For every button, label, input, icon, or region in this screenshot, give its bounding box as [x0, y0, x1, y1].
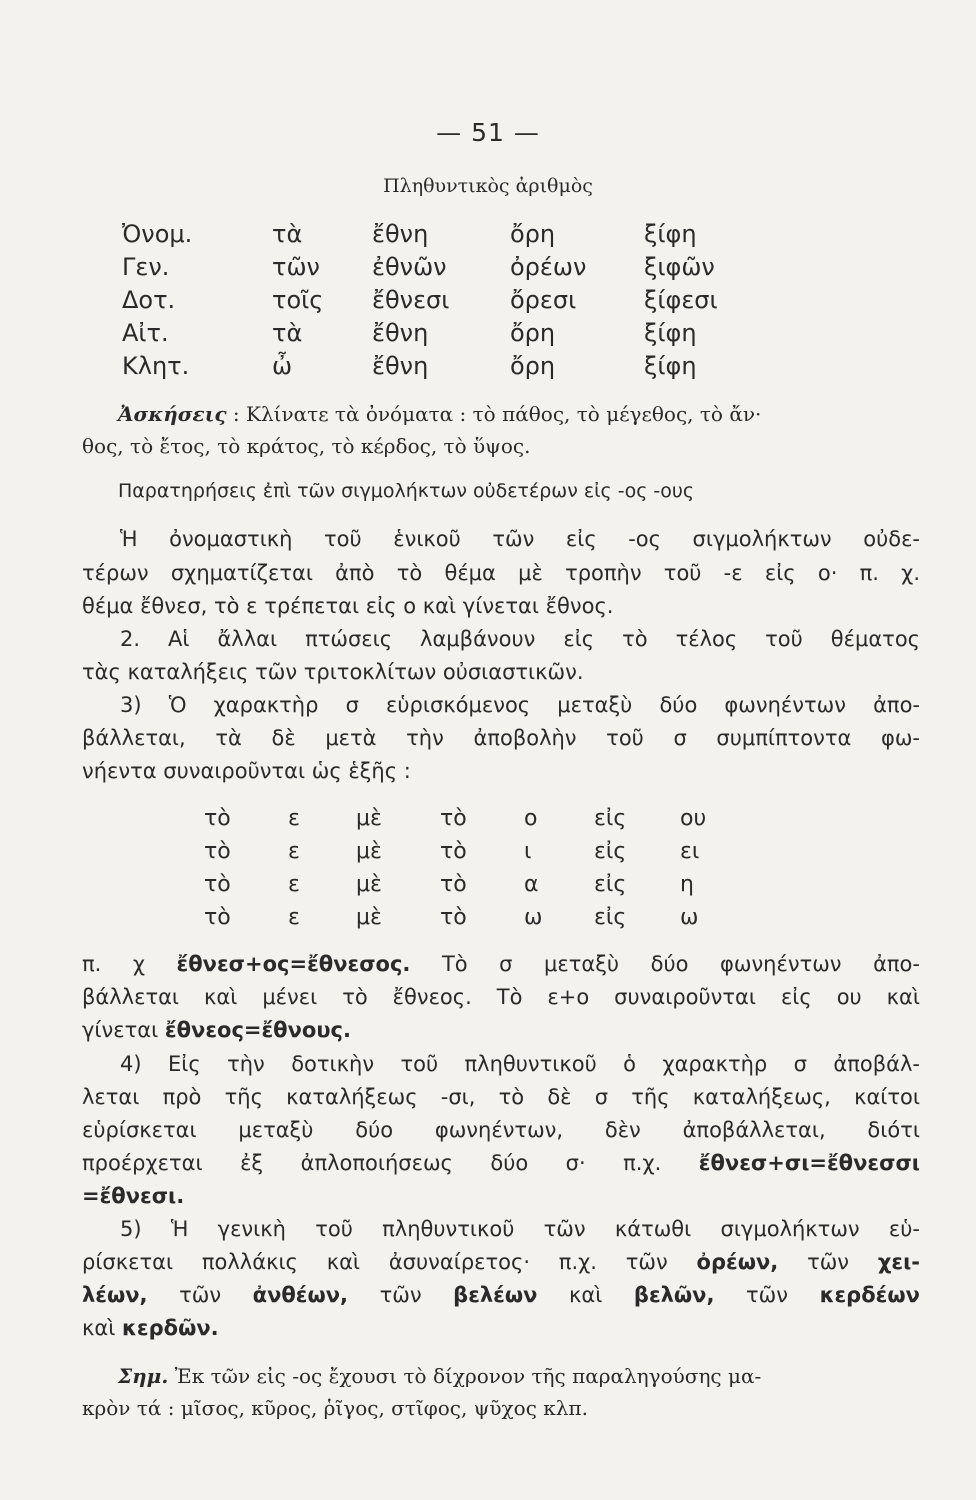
- cell: ου: [680, 806, 707, 831]
- cell: τὸ: [204, 839, 231, 864]
- declension-row: [0, 319, 976, 353]
- text-line: [82, 1250, 920, 1274]
- form: ξίφεσι: [644, 286, 718, 314]
- form: ξιφῶν: [644, 253, 715, 281]
- text-line: [82, 1283, 920, 1307]
- cell: εἰς: [594, 872, 627, 897]
- cell: ι: [524, 839, 532, 864]
- text-line: 3) Ὁ χαρακτὴρ σ εὑρισκόμενος μεταξὺ δύο φωνηέντων ἀπο-: [120, 693, 920, 717]
- word: κερδῶν.: [122, 1316, 219, 1340]
- cell: ε: [288, 872, 300, 897]
- cell: εἰς: [594, 839, 627, 864]
- article: ὦ: [272, 352, 293, 380]
- page-number: — 51 —: [436, 118, 540, 147]
- case-label: Δοτ.: [122, 286, 176, 314]
- text-line: λεται πρὸ τῆς καταλήξεως -σι, τὸ δὲ σ τῆς καταλήξεως, καίτοι: [82, 1085, 920, 1109]
- article: τὰ: [272, 220, 303, 248]
- form: ἔθνεσι: [372, 286, 450, 314]
- cell: α: [524, 872, 539, 897]
- example-prefix: π. χ: [82, 952, 145, 976]
- case-label: Γεν.: [122, 253, 170, 281]
- text-line: βάλλεται καὶ μένει τὸ ἔθνεος. Τὸ ε+ο συναιροῦνται εἰς ου καὶ: [82, 985, 920, 1009]
- article: τοῖς: [272, 286, 324, 314]
- form: ὄρη: [510, 352, 556, 380]
- exercise-label: Ἀσκήσεις: [118, 402, 227, 426]
- declension-row: [0, 220, 976, 254]
- form: ξίφη: [644, 220, 697, 248]
- cell: ε: [288, 905, 300, 930]
- text-line: Ἡ ὀνομαστικὴ τοῦ ἑνικοῦ τῶν εἰς -ος σιγμολήκτων οὐδε-: [120, 527, 920, 551]
- text-line: θέμα ἔθνεσ, τὸ ε τρέπεται εἰς ο καὶ γίνεται ἔθνος.: [82, 594, 614, 618]
- word: ὀρέων,: [696, 1250, 779, 1274]
- text-line: [82, 952, 920, 976]
- article: τὰ: [272, 319, 303, 347]
- text: γίνεται: [82, 1018, 159, 1042]
- text-line: 4) Εἰς τὴν δοτικὴν τοῦ πληθυντικοῦ ὁ χαρακτὴρ σ ἀποβάλ-: [120, 1052, 920, 1076]
- cell: ω: [524, 905, 543, 930]
- contraction-row: [0, 839, 976, 873]
- text: καὶ: [82, 1316, 116, 1340]
- text: Τὸ σ μεταξὺ δύο φωνηέντων ἀπο-: [441, 952, 920, 976]
- word: βελῶν,: [633, 1283, 715, 1307]
- cell: τὸ: [204, 872, 231, 897]
- cell: τὸ: [440, 839, 467, 864]
- cell: εἰς: [594, 806, 627, 831]
- text: ρίσκεται πολλάκις καὶ ἀσυναίρετος· π.χ. τῶν: [82, 1250, 668, 1274]
- text: τῶν: [746, 1283, 788, 1307]
- exercise-line: [118, 402, 958, 426]
- text-line: νήεντα συναιροῦνται ὡς ἑξῆς :: [82, 759, 411, 783]
- case-label: Αἰτ.: [122, 319, 169, 347]
- exercise-text: : Κλίνατε τὰ ὀνόματα : τὸ πάθος, τὸ μέγεθος, τὸ ἄν·: [232, 402, 762, 426]
- form: ἔθνη: [372, 220, 429, 248]
- text-line: [82, 1316, 920, 1340]
- word: ἀνθέων,: [252, 1283, 349, 1307]
- cell: ω: [680, 905, 699, 930]
- text-line: =ἔθνεσι.: [82, 1184, 185, 1208]
- cell: μὲ: [356, 806, 382, 831]
- formula: ἔθνεσ+ος=ἔθνεσος.: [176, 952, 411, 976]
- declension-row: [0, 286, 976, 320]
- note-line: κρὸν τά : μῖσος, κῦρος, ῥῖγος, στῖφος, ψῦχος κλπ.: [82, 1396, 588, 1420]
- word: λέων,: [82, 1283, 148, 1307]
- text: τῶν: [807, 1250, 850, 1274]
- contraction-row: [0, 806, 976, 840]
- text-line: τέρων σχηματίζεται ἀπὸ τὸ θέμα μὲ τροπὴν τοῦ -ε εἰς ο· π. χ.: [82, 561, 920, 585]
- contraction-row: [0, 872, 976, 906]
- text: καὶ: [569, 1283, 603, 1307]
- text-line: βάλλεται, τὰ δὲ μετὰ τὴν ἀποβολὴν τοῦ σ συμπίπτοντα φω-: [82, 726, 920, 750]
- formula: ἔθνεος=ἔθνους.: [164, 1018, 351, 1042]
- contraction-row: [0, 905, 976, 939]
- cell: τὸ: [440, 872, 467, 897]
- form: ἐθνῶν: [372, 253, 447, 281]
- case-label: Κλητ.: [122, 352, 190, 380]
- form: ἔθνη: [372, 319, 429, 347]
- cell: η: [680, 872, 694, 897]
- text-line: [82, 1151, 920, 1175]
- cell: μὲ: [356, 839, 382, 864]
- cell: μὲ: [356, 872, 382, 897]
- text-line: εὑρίσκεται μεταξὺ δύο φωνηέντων, δὲν ἀποβάλλεται, διότι: [82, 1118, 920, 1142]
- cell: ο: [524, 806, 538, 831]
- cell: τὸ: [440, 806, 467, 831]
- formula: ἔθνεσ+σι=ἔθνεσσι: [698, 1151, 920, 1175]
- word: χει-: [877, 1250, 920, 1274]
- declension-row: [0, 253, 976, 287]
- section-subtitle: Πληθυντικὸς ἀριθμὸς: [383, 175, 593, 197]
- form: ξίφη: [644, 352, 697, 380]
- text: προέρχεται ἐξ ἀπλοποιήσεως δύο σ· π.χ.: [82, 1151, 662, 1175]
- text-line: [82, 1018, 920, 1042]
- cell: μὲ: [356, 905, 382, 930]
- text-line: τὰς καταλήξεις τῶν τριτοκλίτων οὐσιαστικῶν.: [82, 660, 584, 684]
- word: βελέων: [453, 1283, 538, 1307]
- word: κερδέων: [819, 1283, 920, 1307]
- article: τῶν: [272, 253, 320, 281]
- form: ὀρέων: [510, 253, 587, 281]
- cell: ε: [288, 839, 300, 864]
- cell: τὸ: [440, 905, 467, 930]
- declension-row: [0, 352, 976, 386]
- note-line: [118, 1364, 958, 1388]
- form: ὄρη: [510, 319, 556, 347]
- cell: τὸ: [204, 806, 231, 831]
- form: ξίφη: [644, 319, 697, 347]
- cell: ε: [288, 806, 300, 831]
- note-text: Ἐκ τῶν εἰς -ος ἔχουσι τὸ δίχρονον τῆς παραληγούσης μα-: [174, 1364, 762, 1388]
- cell: εἰς: [594, 905, 627, 930]
- text: τῶν: [179, 1283, 222, 1307]
- text: τῶν: [379, 1283, 422, 1307]
- cell: τὸ: [204, 905, 231, 930]
- exercise-line: θος, τὸ ἔτος, τὸ κράτος, τὸ κέρδος, τὸ ὕψος.: [82, 434, 531, 458]
- section-heading: Παρατηρήσεις ἐπὶ τῶν σιγμολήκτων οὐδετέρων εἰς -ος -ους: [118, 480, 695, 502]
- form: ἔθνη: [372, 352, 429, 380]
- case-label: Ὀνομ.: [122, 220, 193, 248]
- cell: ει: [680, 839, 700, 864]
- text-line: 5) Ἡ γενικὴ τοῦ πληθυντικοῦ τῶν κάτωθι σιγμολήκτων εὑ-: [120, 1217, 920, 1241]
- form: ὄρη: [510, 220, 556, 248]
- note-label: Σημ.: [118, 1364, 169, 1388]
- text-line: 2. Αἱ ἄλλαι πτώσεις λαμβάνουν εἰς τὸ τέλος τοῦ θέματος: [120, 627, 920, 651]
- form: ὄρεσι: [510, 286, 577, 314]
